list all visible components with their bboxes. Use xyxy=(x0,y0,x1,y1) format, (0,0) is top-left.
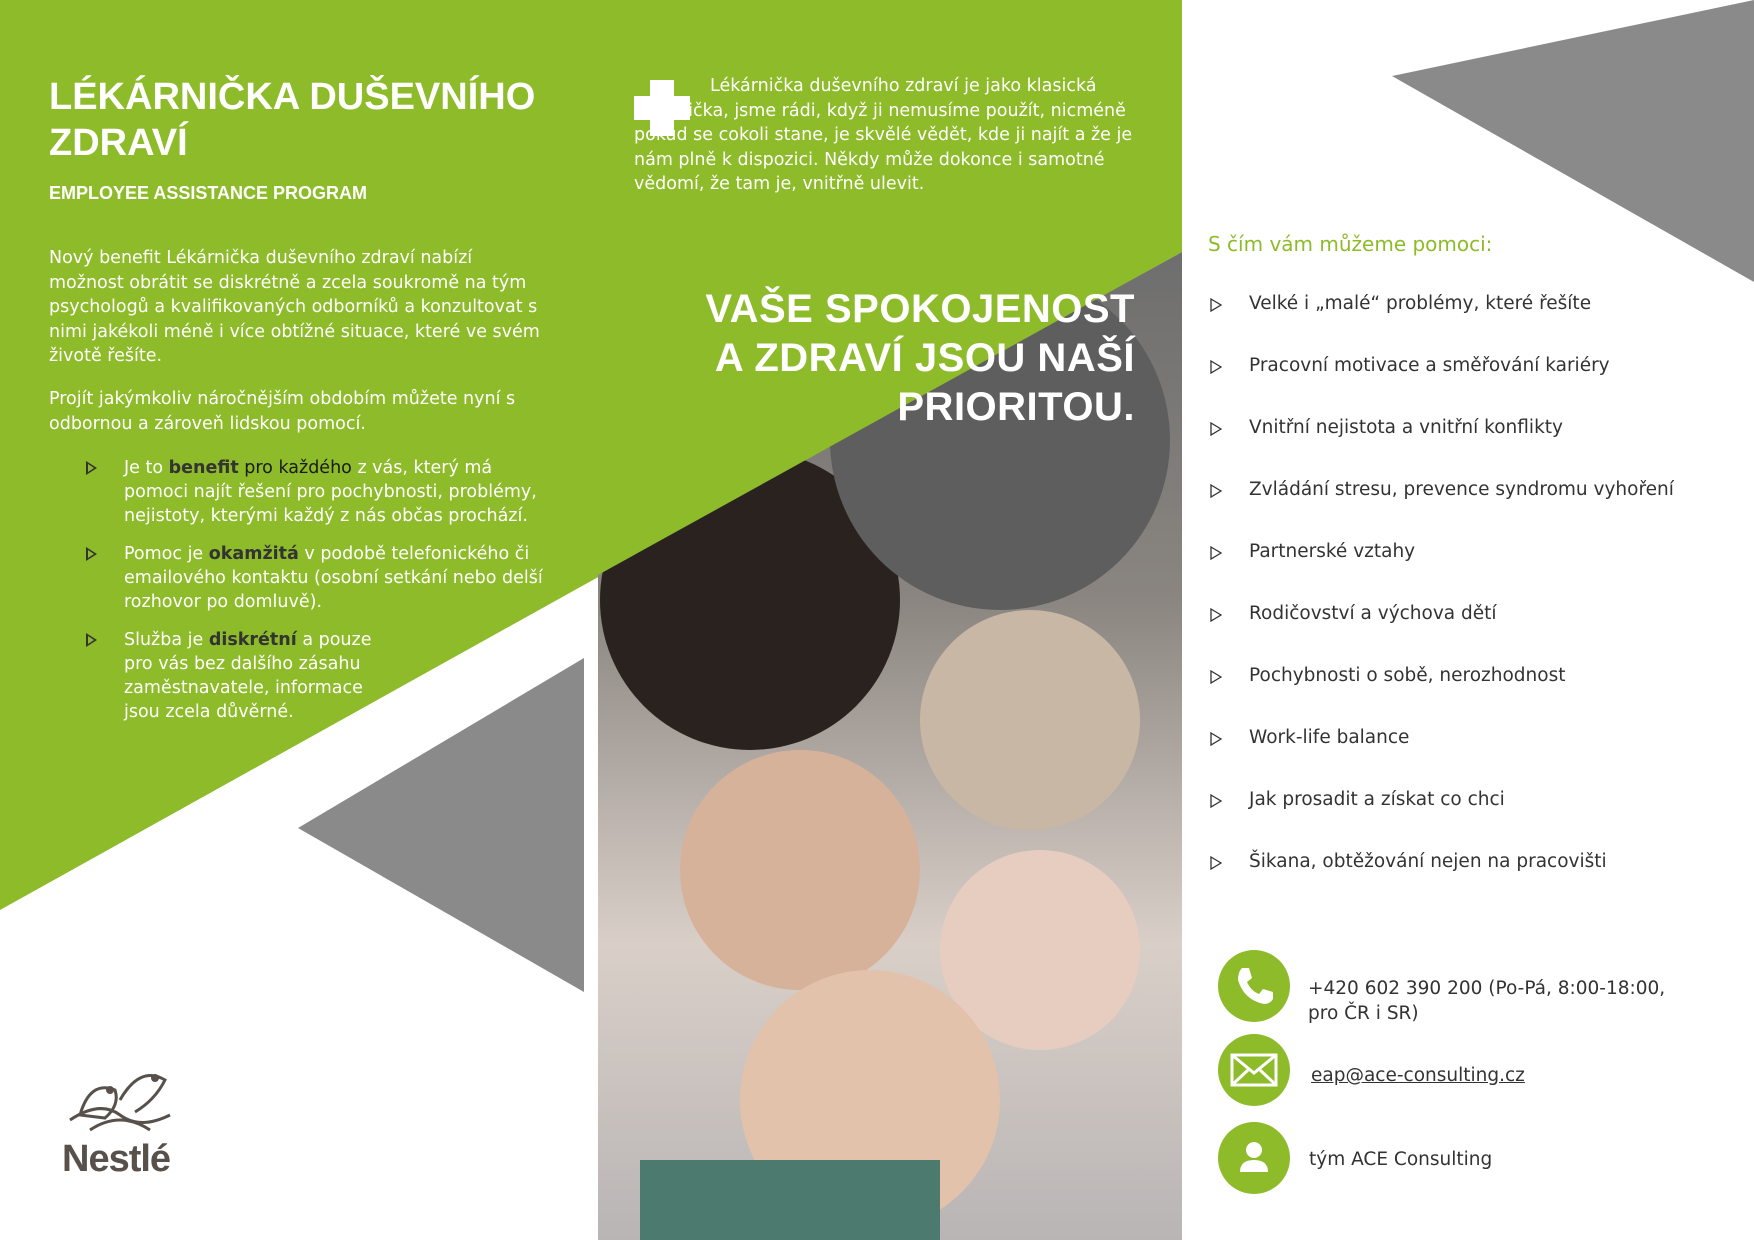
help-item-label: Vnitřní nejistota a vnitřní konflikty xyxy=(1249,417,1563,438)
triangle-bullet-icon xyxy=(1210,732,1222,746)
help-item xyxy=(1208,354,1728,416)
triangle-bullet-icon xyxy=(1210,608,1222,622)
benefit-text: a pouze pro vás bez dalšího zásahu zaměstnavatele, informace jsou zcela důvěrné. xyxy=(124,630,372,722)
help-item-label: Rodičovství a výchova dětí xyxy=(1249,603,1497,624)
benefit-text: Služba je xyxy=(124,630,209,650)
triangle-bullet-icon xyxy=(86,461,97,475)
kit-description: Lékárnička duševního zdraví je jako klasická lékárnička, jsme rádi, když ji nemusíme použít, nicméně pokud se cokoli stane, je skvělé vědět, kde ji najít a že je nám plně k dispozici. Někdy může dokonce i samotné vědomí, že tam je, vnitřně ulevit. xyxy=(634,76,1133,194)
phone-line: +420 602 390 200 (Po-Pá, 8:00-18:00, xyxy=(1308,978,1666,999)
benefit-highlight: benefit xyxy=(168,458,239,478)
help-item xyxy=(1208,602,1728,664)
help-item-label: Šikana, obtěžování nejen na pracovišti xyxy=(1249,851,1607,872)
benefit-item xyxy=(86,628,394,724)
email-link[interactable]: eap@ace-consulting.cz xyxy=(1311,1065,1525,1086)
page-title xyxy=(49,74,569,166)
help-item-label: Work-life balance xyxy=(1249,727,1410,748)
page-title-line2: ZDRAVÍ xyxy=(49,122,188,164)
slogan-line: VAŠE SPOKOJENOST xyxy=(705,287,1135,331)
nestle-logo: Nestlé xyxy=(62,1138,171,1180)
help-item-label: Partnerské vztahy xyxy=(1249,541,1416,562)
help-item xyxy=(1208,292,1728,354)
triangle-bullet-icon xyxy=(1210,546,1222,560)
triangle-bullet-icon xyxy=(1210,670,1222,684)
help-item xyxy=(1208,788,1728,850)
team-name: tým ACE Consulting xyxy=(1309,1149,1493,1170)
help-item-label: Pochybnosti o sobě, nerozhodnost xyxy=(1249,665,1566,686)
help-item-label: Jak prosadit a získat co chci xyxy=(1249,789,1505,810)
nest-icon xyxy=(60,1060,180,1136)
phone-icon xyxy=(1218,950,1290,1022)
triangle-bullet-icon xyxy=(1210,422,1222,436)
page-title-line1: LÉKÁRNIČKA DUŠEVNÍHO xyxy=(49,76,536,118)
mail-icon xyxy=(1218,1034,1290,1106)
help-item-label: Pracovní motivace a směřování kariéry xyxy=(1249,355,1610,376)
intro-paragraph-2: Projít jakýmkoliv náročnějším obdobím můžete nyní s odbornou a zároveň lidskou pomocí. xyxy=(49,389,516,434)
triangle-bullet-icon xyxy=(1210,794,1222,808)
benefits-list xyxy=(86,456,556,738)
help-item xyxy=(1208,664,1728,726)
person-icon xyxy=(1218,1122,1290,1194)
triangle-bullet-icon xyxy=(86,633,97,647)
help-item-label: Velké i „malé“ problémy, které řešíte xyxy=(1249,293,1592,314)
benefit-text: z vás, který má pomoci najít řešení pro pochybnosti, problémy, nejistoty, kterými každý z nás občas prochází. xyxy=(124,458,537,526)
triangle-bullet-icon xyxy=(1210,484,1222,498)
program-subtitle: EMPLOYEE ASSISTANCE PROGRAM xyxy=(49,183,368,203)
help-list xyxy=(1208,292,1728,912)
help-item xyxy=(1208,540,1728,602)
benefit-text: Pomoc je xyxy=(124,544,209,564)
benefit-item xyxy=(86,542,556,614)
benefit-highlight: pro každého xyxy=(244,458,352,478)
triangle-bullet-icon xyxy=(1210,298,1222,312)
triangle-bullet-icon xyxy=(1210,360,1222,374)
benefit-text: v podobě telefonického či emailového kontaktu (osobní setkání nebo delší rozhovor po domluvě). xyxy=(124,544,543,612)
benefit-item xyxy=(86,456,556,528)
triangle-bullet-icon xyxy=(1210,856,1222,870)
slogan-line: PRIORITOU. xyxy=(897,385,1135,429)
intro-paragraph-1: Nový benefit Lékárnička duševního zdraví nabízí možnost obrátit se diskrétně a zcela soukromě na tým psychologů a kvalifikovaných odborníků a konzultovat s nimi jakékoli méně i více obtížné situace, které ve svém životě řešíte. xyxy=(49,248,540,366)
triangle-bullet-icon xyxy=(86,547,97,561)
help-item xyxy=(1208,726,1728,788)
benefit-highlight: okamžitá xyxy=(208,544,299,564)
help-item xyxy=(1208,416,1728,478)
phone-number[interactable] xyxy=(1308,976,1665,1026)
help-heading: S čím vám můžeme pomoci: xyxy=(1208,232,1493,256)
phone-line: pro ČR i SR) xyxy=(1308,1003,1419,1024)
benefit-highlight: diskrétní xyxy=(208,630,297,650)
slogan-line: A ZDRAVÍ JSOU NAŠÍ xyxy=(714,336,1135,380)
slogan xyxy=(700,285,1135,432)
benefit-text: Je to xyxy=(124,458,169,478)
help-item xyxy=(1208,850,1728,912)
help-item xyxy=(1208,478,1728,540)
help-item-label: Zvládání stresu, prevence syndromu vyhoření xyxy=(1249,479,1674,500)
